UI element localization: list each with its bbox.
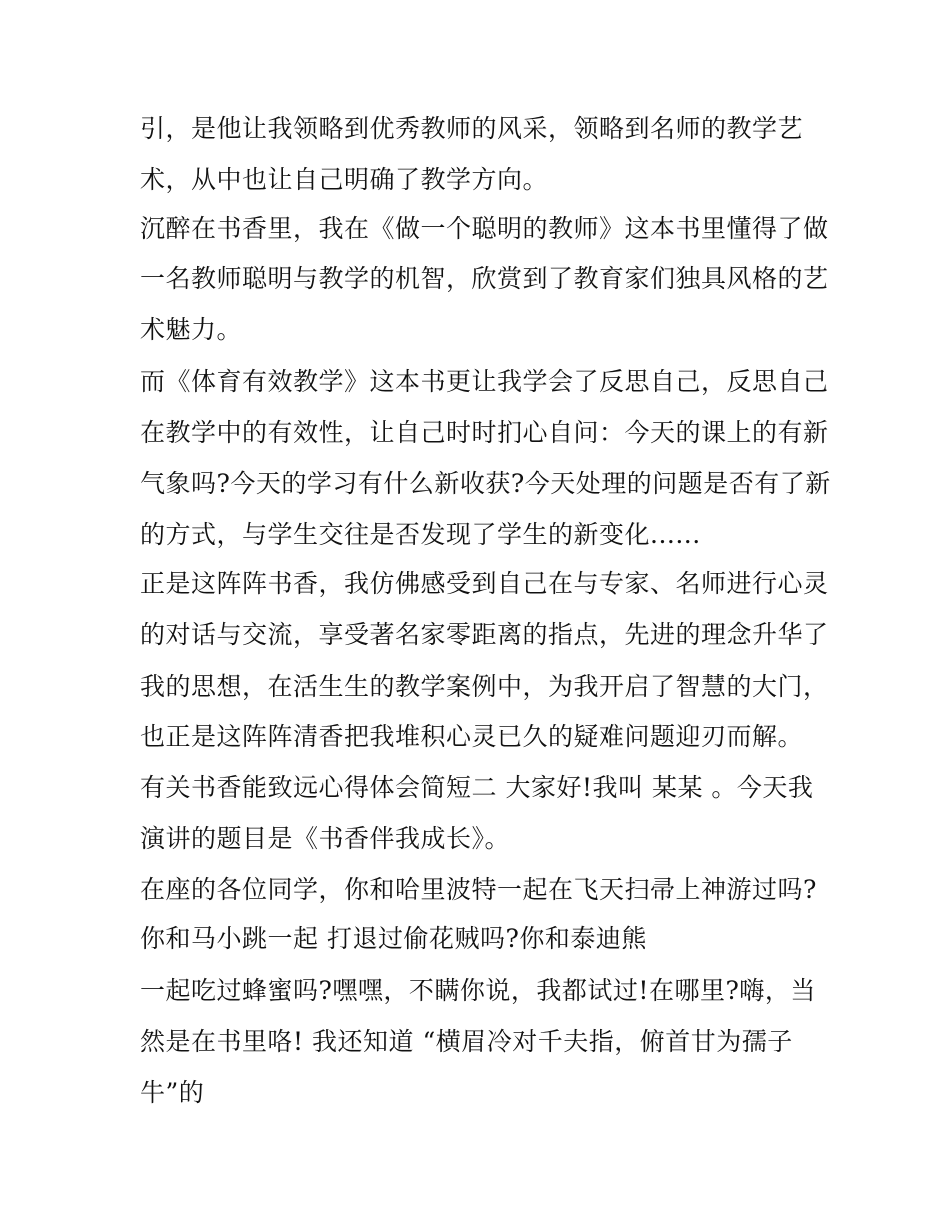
text-line: 的对话与交流，享受著名家零距离的指点，先进的理念升华了 — [140, 620, 829, 649]
text-line: 引，是他让我领略到优秀教师的风采，领略到名师的教学艺 — [140, 114, 804, 143]
text-line: 一起吃过蜂蜜吗?嘿嘿，不瞒你说，我都试过!在哪里?嗨，当 — [140, 976, 816, 1005]
text-line: 一名教师聪明与教学的机智，欣赏到了教育家们独具风格的艺 — [140, 264, 829, 293]
text-line: 也正是这阵阵清香把我堆积心灵已久的疑难问题迎刃而解。 — [140, 722, 804, 751]
text-line: 然是在书里咯! 我还知道 “横眉冷对千夫指，俯首甘为孺子 — [140, 1027, 793, 1056]
text-line: 而《体育有效教学》这本书更让我学会了反思自己，反思自己 — [140, 367, 829, 396]
text-line: 沉醉在书香里，我在《做一个聪明的教师》这本书里懂得了做 — [140, 214, 829, 243]
text-line: 在教学中的有效性，让自己时时扪心自问：今天的课上的有新 — [140, 418, 829, 447]
text-line: 术，从中也让自己明确了教学方向。 — [140, 165, 549, 194]
text-line: 术魅力。 — [140, 315, 243, 344]
text-line: 在座的各位同学，你和哈里波特一起在飞天扫帚上神游过吗? — [140, 875, 817, 904]
text-line: 气象吗?今天的学习有什么新收获?今天处理的问题是否有了新 — [140, 469, 831, 498]
text-line: 演讲的题目是《书香伴我成长》。 — [140, 824, 511, 853]
text-line: 的方式，与学生交往是否发现了学生的新变化...... — [140, 520, 701, 549]
text-line: 你和马小跳一起 打退过偷花贼吗?你和泰迪熊 — [140, 924, 647, 953]
text-line: 有关书香能致远心得体会简短二 大家好!我叫 某某 。今天我 — [140, 773, 814, 802]
text-line: 正是这阵阵书香，我仿佛感受到自己在与专家、名师进行心灵 — [140, 569, 829, 598]
text-line: 我的思想，在活生生的教学案例中，为我开启了智慧的大门， — [140, 672, 829, 701]
text-line: 牛”的 — [140, 1078, 205, 1107]
